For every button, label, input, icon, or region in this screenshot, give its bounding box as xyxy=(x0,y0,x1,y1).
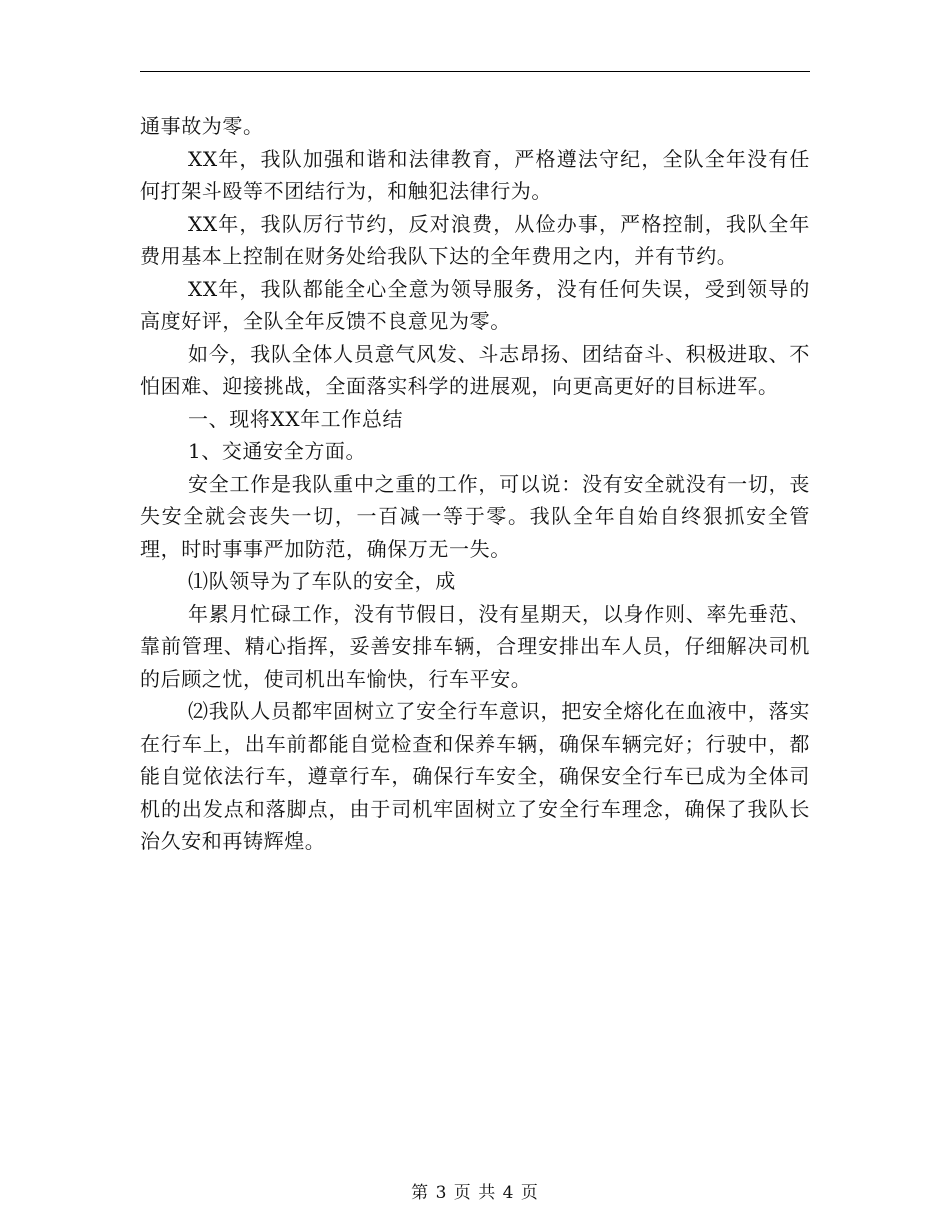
paragraph: XX年，我队厉行节约，反对浪费，从俭办事，严格控制，我队全年费用基本上控制在财务处给我队下达的全年费用之内，并有节约。 xyxy=(140,211,810,268)
paragraph: XX年，我队都能全心全意为领导服务，没有任何失误，受到领导的高度好评，全队全年反馈不良意见为零。 xyxy=(140,276,810,333)
document-body xyxy=(140,110,810,858)
paragraph: 安全工作是我队重中之重的工作，可以说：没有安全就没有一切，丧失安全就会丧失一切，一百减一等于零。我队全年自始自终狠抓安全管理，时时事事严加防范，确保万无一失。 xyxy=(140,471,810,561)
paragraph: XX年，我队加强和谐和法律教育，严格遵法守纪，全队全年没有任何打架斗殴等不团结行为，和触犯法律行为。 xyxy=(140,146,810,203)
section-heading: 一、现将XX年工作总结 xyxy=(188,406,404,431)
list-item: ⑴队领导为了车队的安全，成 xyxy=(188,569,456,593)
page-number: 第 3 页 共 4 页 xyxy=(411,1183,539,1203)
list-item: ⑵我队人员都牢固树立了安全行车意识，把安全熔化在血液中，落实在行车上，出车前都能自觉检查和保养车辆，确保车辆完好；行驶中，都能自觉依法行车，遵章行车，确保行车安全，确保安全行车已成为全体司机的出发点和落脚点，由于司机牢固树立了安全行车理念，确保了我队长治久安和再铸辉煌。 xyxy=(140,699,810,853)
paragraph: 通事故为零。 xyxy=(140,114,264,138)
subsection-heading: 1、交通安全方面。 xyxy=(188,439,367,463)
paragraph: 年累月忙碌工作，没有节假日，没有星期天，以身作则、率先垂范、靠前管理、精心指挥，妥善安排车辆，合理安排出车人员，仔细解决司机的后顾之忧，使司机出车愉快，行车平安。 xyxy=(140,601,810,691)
header-rule xyxy=(140,71,810,72)
paragraph: 如今，我队全体人员意气风发、斗志昂扬、团结奋斗、积极进取、不怕困难、迎接挑战，全面落实科学的进展观，向更高更好的目标进军。 xyxy=(140,341,810,398)
